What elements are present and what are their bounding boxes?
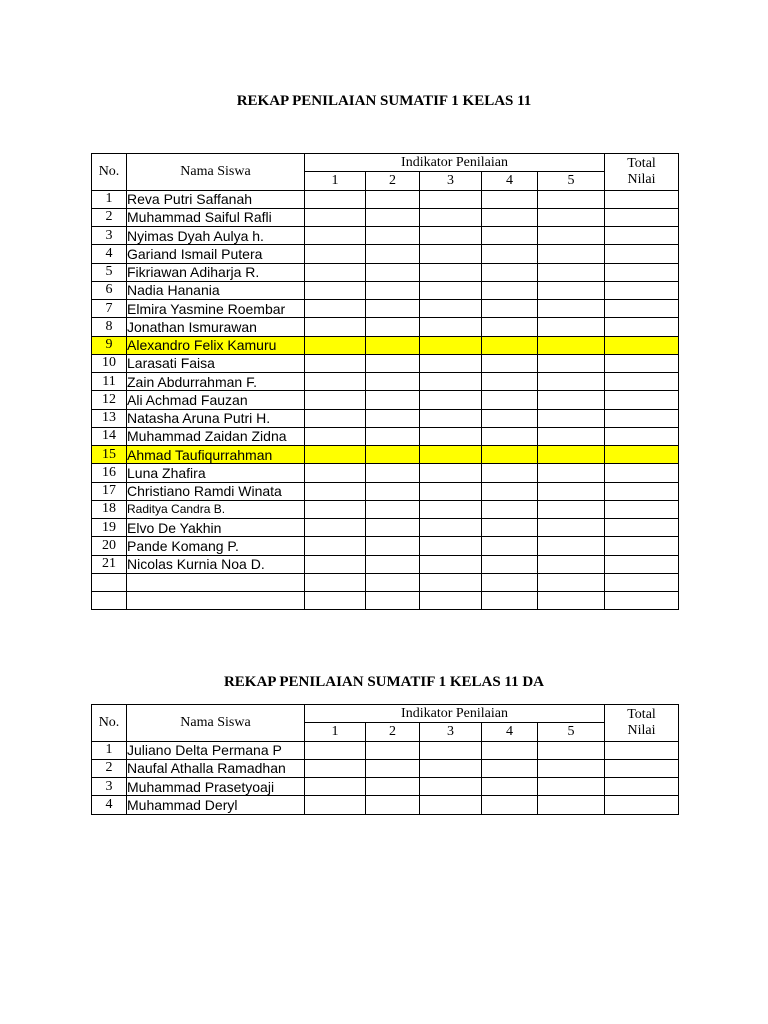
header-total-nilai xyxy=(605,705,679,742)
score-cell-indikator-4 xyxy=(482,227,538,245)
row-number: 6 xyxy=(92,281,127,299)
rekap-table-kelas-11-da xyxy=(91,704,679,815)
score-cell-indikator-1 xyxy=(305,300,366,318)
row-number: 7 xyxy=(92,300,127,318)
row-number: 2 xyxy=(92,208,127,226)
table-row xyxy=(92,281,679,299)
student-name: Fikriawan Adiharja R. xyxy=(127,263,305,281)
table-body xyxy=(92,190,679,610)
score-cell-indikator-4 xyxy=(482,391,538,409)
score-cell-indikator-3 xyxy=(420,537,482,555)
header-total-label: Total xyxy=(627,155,656,171)
score-cell-indikator-1 xyxy=(305,318,366,336)
row-number: 14 xyxy=(92,427,127,445)
total-nilai-cell xyxy=(605,318,679,336)
score-cell-indikator-5 xyxy=(538,373,605,391)
total-nilai-cell xyxy=(605,409,679,427)
header-indikator: Indikator Penilaian xyxy=(305,705,605,723)
row-number: 15 xyxy=(92,446,127,464)
score-cell-indikator-1 xyxy=(305,227,366,245)
score-cell-indikator-4 xyxy=(482,263,538,281)
score-cell-indikator-1 xyxy=(305,500,366,518)
score-cell-indikator-2 xyxy=(366,573,420,591)
score-cell-indikator-1 xyxy=(305,759,366,777)
score-cell-indikator-3 xyxy=(420,446,482,464)
score-cell-indikator-5 xyxy=(538,227,605,245)
table-row xyxy=(92,318,679,336)
score-cell-indikator-1 xyxy=(305,336,366,354)
score-cell-indikator-4 xyxy=(482,482,538,500)
score-cell-indikator-2 xyxy=(366,300,420,318)
score-cell-indikator-3 xyxy=(420,300,482,318)
total-nilai-cell xyxy=(605,391,679,409)
student-name: Nadia Hanania xyxy=(127,281,305,299)
header-nilai-label: Nilai xyxy=(627,171,656,187)
total-nilai-cell xyxy=(605,741,679,759)
total-nilai-cell xyxy=(605,555,679,573)
student-name: Zain Abdurrahman F. xyxy=(127,373,305,391)
score-cell-indikator-5 xyxy=(538,555,605,573)
score-cell-indikator-2 xyxy=(366,464,420,482)
score-cell-indikator-5 xyxy=(538,778,605,796)
score-cell-indikator-2 xyxy=(366,796,420,814)
score-cell-indikator-3 xyxy=(420,482,482,500)
score-cell-indikator-4 xyxy=(482,245,538,263)
score-cell-indikator-1 xyxy=(305,263,366,281)
row-number: 9 xyxy=(92,336,127,354)
score-cell-indikator-1 xyxy=(305,537,366,555)
student-name: Naufal Athalla Ramadhan xyxy=(127,759,305,777)
score-cell-indikator-3 xyxy=(420,208,482,226)
table-row xyxy=(92,555,679,573)
score-cell-indikator-2 xyxy=(366,373,420,391)
table-row xyxy=(92,759,679,777)
score-cell-indikator-1 xyxy=(305,592,366,610)
score-cell-indikator-5 xyxy=(538,281,605,299)
score-cell-indikator-2 xyxy=(366,446,420,464)
score-cell-indikator-5 xyxy=(538,409,605,427)
row-number: 1 xyxy=(92,741,127,759)
score-cell-indikator-5 xyxy=(538,300,605,318)
score-cell-indikator-2 xyxy=(366,263,420,281)
row-number xyxy=(92,592,127,610)
total-nilai-cell xyxy=(605,464,679,482)
total-nilai-cell xyxy=(605,427,679,445)
score-cell-indikator-5 xyxy=(538,263,605,281)
header-indikator-3: 3 xyxy=(420,723,482,741)
total-nilai-cell xyxy=(605,482,679,500)
score-cell-indikator-5 xyxy=(538,427,605,445)
score-cell-indikator-1 xyxy=(305,354,366,372)
score-cell-indikator-1 xyxy=(305,281,366,299)
score-cell-indikator-1 xyxy=(305,555,366,573)
score-cell-indikator-3 xyxy=(420,759,482,777)
row-number: 5 xyxy=(92,263,127,281)
score-cell-indikator-3 xyxy=(420,336,482,354)
score-cell-indikator-1 xyxy=(305,409,366,427)
score-cell-indikator-1 xyxy=(305,573,366,591)
score-cell-indikator-4 xyxy=(482,573,538,591)
score-cell-indikator-2 xyxy=(366,778,420,796)
score-cell-indikator-3 xyxy=(420,555,482,573)
table-row xyxy=(92,427,679,445)
total-nilai-cell xyxy=(605,778,679,796)
score-cell-indikator-1 xyxy=(305,482,366,500)
score-cell-indikator-3 xyxy=(420,354,482,372)
score-cell-indikator-5 xyxy=(538,741,605,759)
header-no: No. xyxy=(92,154,127,191)
score-cell-indikator-1 xyxy=(305,464,366,482)
score-cell-indikator-1 xyxy=(305,778,366,796)
score-cell-indikator-5 xyxy=(538,592,605,610)
score-cell-indikator-2 xyxy=(366,409,420,427)
total-nilai-cell xyxy=(605,245,679,263)
row-number: 19 xyxy=(92,519,127,537)
header-indikator-5: 5 xyxy=(538,172,605,190)
score-cell-indikator-2 xyxy=(366,555,420,573)
row-number xyxy=(92,573,127,591)
student-name: Christiano Ramdi Winata xyxy=(127,482,305,500)
score-cell-indikator-3 xyxy=(420,464,482,482)
total-nilai-cell xyxy=(605,190,679,208)
score-cell-indikator-3 xyxy=(420,281,482,299)
total-nilai-cell xyxy=(605,354,679,372)
score-cell-indikator-2 xyxy=(366,500,420,518)
score-cell-indikator-1 xyxy=(305,519,366,537)
score-cell-indikator-2 xyxy=(366,281,420,299)
header-no: No. xyxy=(92,705,127,742)
header-total-nilai xyxy=(605,154,679,191)
total-nilai-cell xyxy=(605,336,679,354)
score-cell-indikator-2 xyxy=(366,592,420,610)
score-cell-indikator-5 xyxy=(538,537,605,555)
score-cell-indikator-1 xyxy=(305,245,366,263)
score-cell-indikator-2 xyxy=(366,227,420,245)
page-title-2: REKAP PENILAIAN SUMATIF 1 KELAS 11 DA xyxy=(223,674,545,690)
row-number: 8 xyxy=(92,318,127,336)
header-indikator-4: 4 xyxy=(482,172,538,190)
score-cell-indikator-4 xyxy=(482,318,538,336)
rekap-table-kelas-11 xyxy=(91,153,679,610)
student-name: Reva Putri Saffanah xyxy=(127,190,305,208)
score-cell-indikator-2 xyxy=(366,336,420,354)
score-cell-indikator-5 xyxy=(538,190,605,208)
score-cell-indikator-4 xyxy=(482,537,538,555)
score-cell-indikator-2 xyxy=(366,519,420,537)
table-row xyxy=(92,336,679,354)
score-cell-indikator-4 xyxy=(482,796,538,814)
student-name: Muhammad Deryl xyxy=(127,796,305,814)
score-cell-indikator-5 xyxy=(538,245,605,263)
table-row xyxy=(92,500,679,518)
row-number: 2 xyxy=(92,759,127,777)
score-cell-indikator-3 xyxy=(420,318,482,336)
score-cell-indikator-1 xyxy=(305,373,366,391)
header-indikator-5: 5 xyxy=(538,723,605,741)
page-title: REKAP PENILAIAN SUMATIF 1 KELAS 11 xyxy=(236,93,532,109)
score-cell-indikator-3 xyxy=(420,519,482,537)
score-cell-indikator-4 xyxy=(482,464,538,482)
score-cell-indikator-1 xyxy=(305,427,366,445)
row-number: 4 xyxy=(92,796,127,814)
header-indikator-3: 3 xyxy=(420,172,482,190)
header-indikator: Indikator Penilaian xyxy=(305,154,605,172)
score-cell-indikator-4 xyxy=(482,373,538,391)
score-cell-indikator-2 xyxy=(366,759,420,777)
total-nilai-cell xyxy=(605,519,679,537)
score-cell-indikator-5 xyxy=(538,482,605,500)
score-cell-indikator-5 xyxy=(538,446,605,464)
total-nilai-cell xyxy=(605,537,679,555)
score-cell-indikator-1 xyxy=(305,391,366,409)
student-name: Natasha Aruna Putri H. xyxy=(127,409,305,427)
score-cell-indikator-3 xyxy=(420,500,482,518)
student-name: Muhammad Zaidan Zidna xyxy=(127,427,305,445)
header-indikator-1: 1 xyxy=(305,723,366,741)
score-cell-indikator-3 xyxy=(420,741,482,759)
total-nilai-cell xyxy=(605,592,679,610)
score-cell-indikator-5 xyxy=(538,391,605,409)
header-indikator-4: 4 xyxy=(482,723,538,741)
row-number: 21 xyxy=(92,555,127,573)
score-cell-indikator-3 xyxy=(420,190,482,208)
table-row xyxy=(92,519,679,537)
total-nilai-cell xyxy=(605,300,679,318)
student-name xyxy=(127,592,305,610)
table-row xyxy=(92,373,679,391)
total-nilai-cell xyxy=(605,227,679,245)
score-cell-indikator-3 xyxy=(420,592,482,610)
table-row xyxy=(92,227,679,245)
table-row xyxy=(92,391,679,409)
student-name: Ali Achmad Fauzan xyxy=(127,391,305,409)
table-row xyxy=(92,190,679,208)
total-nilai-cell xyxy=(605,573,679,591)
score-cell-indikator-2 xyxy=(366,427,420,445)
total-nilai-cell xyxy=(605,281,679,299)
score-cell-indikator-2 xyxy=(366,318,420,336)
row-number: 11 xyxy=(92,373,127,391)
score-cell-indikator-3 xyxy=(420,245,482,263)
table-row xyxy=(92,482,679,500)
score-cell-indikator-4 xyxy=(482,281,538,299)
student-name: Muhammad Prasetyoaji xyxy=(127,778,305,796)
header-total-label: Total xyxy=(627,706,656,722)
score-cell-indikator-3 xyxy=(420,227,482,245)
score-cell-indikator-5 xyxy=(538,796,605,814)
row-number: 20 xyxy=(92,537,127,555)
header-nama-siswa: Nama Siswa xyxy=(127,154,305,191)
score-cell-indikator-1 xyxy=(305,741,366,759)
table-row xyxy=(92,300,679,318)
score-cell-indikator-2 xyxy=(366,537,420,555)
score-cell-indikator-3 xyxy=(420,796,482,814)
score-cell-indikator-4 xyxy=(482,300,538,318)
student-name: Nicolas Kurnia Noa D. xyxy=(127,555,305,573)
score-cell-indikator-5 xyxy=(538,464,605,482)
total-nilai-cell xyxy=(605,446,679,464)
score-cell-indikator-4 xyxy=(482,500,538,518)
score-cell-indikator-4 xyxy=(482,592,538,610)
total-nilai-cell xyxy=(605,759,679,777)
score-cell-indikator-2 xyxy=(366,741,420,759)
student-name: Raditya Candra B. xyxy=(127,500,305,518)
row-number: 3 xyxy=(92,227,127,245)
score-cell-indikator-5 xyxy=(538,519,605,537)
student-name: Elvo De Yakhin xyxy=(127,519,305,537)
student-name: Alexandro Felix Kamuru xyxy=(127,336,305,354)
row-number: 1 xyxy=(92,190,127,208)
score-cell-indikator-3 xyxy=(420,573,482,591)
score-cell-indikator-5 xyxy=(538,208,605,226)
student-name: Elmira Yasmine Roembar xyxy=(127,300,305,318)
header-nilai-label: Nilai xyxy=(627,722,656,738)
header-nama-siswa: Nama Siswa xyxy=(127,705,305,742)
score-cell-indikator-1 xyxy=(305,796,366,814)
score-cell-indikator-3 xyxy=(420,409,482,427)
row-number: 10 xyxy=(92,354,127,372)
score-cell-indikator-4 xyxy=(482,778,538,796)
score-cell-indikator-2 xyxy=(366,482,420,500)
table-row xyxy=(92,208,679,226)
score-cell-indikator-5 xyxy=(538,573,605,591)
score-cell-indikator-3 xyxy=(420,263,482,281)
student-name: Gariand Ismail Putera xyxy=(127,245,305,263)
total-nilai-cell xyxy=(605,263,679,281)
student-name: Ahmad Taufiqurrahman xyxy=(127,446,305,464)
row-number: 16 xyxy=(92,464,127,482)
score-cell-indikator-2 xyxy=(366,245,420,263)
score-cell-indikator-4 xyxy=(482,555,538,573)
student-name: Jonathan Ismurawan xyxy=(127,318,305,336)
row-number: 18 xyxy=(92,500,127,518)
row-number: 4 xyxy=(92,245,127,263)
score-cell-indikator-4 xyxy=(482,336,538,354)
student-name: Luna Zhafira xyxy=(127,464,305,482)
score-cell-indikator-2 xyxy=(366,190,420,208)
score-cell-indikator-1 xyxy=(305,208,366,226)
score-cell-indikator-4 xyxy=(482,409,538,427)
total-nilai-cell xyxy=(605,500,679,518)
score-cell-indikator-4 xyxy=(482,427,538,445)
score-cell-indikator-4 xyxy=(482,354,538,372)
score-cell-indikator-4 xyxy=(482,759,538,777)
table-row xyxy=(92,446,679,464)
student-name: Nyimas Dyah Aulya h. xyxy=(127,227,305,245)
total-nilai-cell xyxy=(605,208,679,226)
score-cell-indikator-4 xyxy=(482,208,538,226)
table-row xyxy=(92,573,679,591)
table-row xyxy=(92,741,679,759)
student-name: Larasati Faisa xyxy=(127,354,305,372)
total-nilai-cell xyxy=(605,796,679,814)
student-name: Juliano Delta Permana P xyxy=(127,741,305,759)
student-name: Muhammad Saiful Rafli xyxy=(127,208,305,226)
score-cell-indikator-1 xyxy=(305,190,366,208)
table-row xyxy=(92,592,679,610)
student-name xyxy=(127,573,305,591)
score-cell-indikator-4 xyxy=(482,741,538,759)
score-cell-indikator-3 xyxy=(420,391,482,409)
score-cell-indikator-5 xyxy=(538,500,605,518)
score-cell-indikator-5 xyxy=(538,759,605,777)
table-row xyxy=(92,778,679,796)
score-cell-indikator-5 xyxy=(538,318,605,336)
row-number: 3 xyxy=(92,778,127,796)
table-row xyxy=(92,409,679,427)
score-cell-indikator-5 xyxy=(538,354,605,372)
row-number: 12 xyxy=(92,391,127,409)
header-indikator-2: 2 xyxy=(366,723,420,741)
score-cell-indikator-3 xyxy=(420,778,482,796)
row-number: 17 xyxy=(92,482,127,500)
row-number: 13 xyxy=(92,409,127,427)
score-cell-indikator-4 xyxy=(482,190,538,208)
score-cell-indikator-2 xyxy=(366,391,420,409)
table-row xyxy=(92,263,679,281)
table-row xyxy=(92,354,679,372)
header-indikator-1: 1 xyxy=(305,172,366,190)
score-cell-indikator-4 xyxy=(482,519,538,537)
header-indikator-2: 2 xyxy=(366,172,420,190)
score-cell-indikator-2 xyxy=(366,208,420,226)
total-nilai-cell xyxy=(605,373,679,391)
score-cell-indikator-2 xyxy=(366,354,420,372)
score-cell-indikator-4 xyxy=(482,446,538,464)
student-name: Pande Komang P. xyxy=(127,537,305,555)
score-cell-indikator-3 xyxy=(420,427,482,445)
score-cell-indikator-1 xyxy=(305,446,366,464)
score-cell-indikator-3 xyxy=(420,373,482,391)
table-row xyxy=(92,796,679,814)
table-row xyxy=(92,464,679,482)
table-body xyxy=(92,741,679,814)
table-row xyxy=(92,537,679,555)
score-cell-indikator-5 xyxy=(538,336,605,354)
table-row xyxy=(92,245,679,263)
